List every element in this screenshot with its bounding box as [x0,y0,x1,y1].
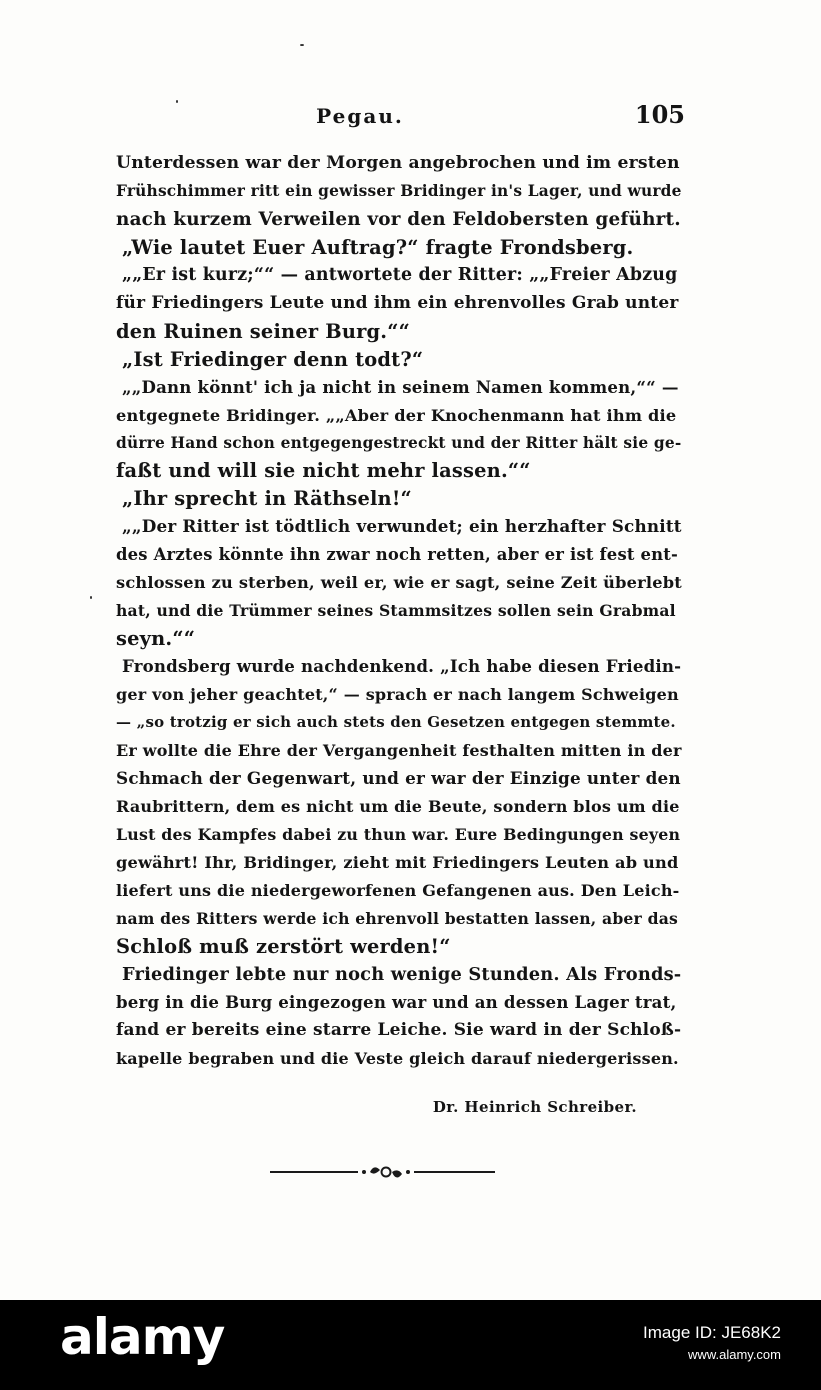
text-line: „„Er ist kurz;““ — antwortete der Ritter: „„Freier Abzug [122,264,678,285]
text-line: für Friedingers Leute und ihm ein ehrenvolles Grab unter [116,292,679,313]
text-line: seyn.““ [116,627,196,651]
running-title: Pegau. [316,104,404,128]
text-line: „Ist Friedinger denn todt?“ [122,347,424,371]
author-signature: Dr. Heinrich Schreiber. [432,1098,637,1116]
image-reference [643,1322,781,1366]
text-line: hat, und die Trümmer seines Stammsitzes sollen sein Grabmal [116,601,676,621]
text-line: „„Der Ritter ist tödtlich verwundet; ein herzhafter Schnitt [122,516,682,537]
ornament-scroll-left [370,1167,380,1173]
ornament-scroll-right [392,1170,402,1177]
text-line: nam des Ritters werde ich ehrenvoll bestatten lassen, aber das [116,908,678,928]
watermark-footer [0,1300,821,1390]
page-number: 105 [634,100,685,129]
text-line: Friedinger lebte nur noch wenige Stunden. Als Fronds- [122,963,682,985]
ink-speck [176,100,178,103]
text-line: den Ruinen seiner Burg.““ [116,319,410,343]
text-line: Er wollte die Ehre der Vergangenheit festhalten mitten in der [116,741,682,761]
text-line: Unterdessen war der Morgen angebrochen und im ersten [116,153,680,173]
alamy-logo: alamy [60,1308,225,1366]
ornament-dot [406,1170,410,1174]
text-line: fand er bereits eine starre Leiche. Sie ward in der Schloß- [116,1019,682,1040]
ornament-center [382,1168,391,1177]
text-line: nach kurzem Verweilen vor den Feldobersten geführt. [116,208,681,230]
text-line: des Arztes könnte ihn zwar noch retten, aber er ist fest ent- [116,545,679,565]
body-text [116,150,682,1072]
text-line: „„Dann könnt' ich ja nicht in seinem Namen kommen,““ — [122,376,679,397]
text-line: ger von jeher geachtet,“ — sprach er nach langem Schweigen [116,685,679,705]
text-line: „Ihr sprecht in Räthseln!“ [122,487,412,511]
text-line: „Wie lautet Euer Auftrag?“ fragte Frondsberg. [122,235,634,259]
text-line: schlossen zu sterben, weil er, wie er sagt, seine Zeit überlebt [116,573,682,593]
text-line: Raubrittern, dem es nicht um die Beute, sondern blos um die [116,796,680,816]
image-id: Image ID: JE68K2 [643,1323,781,1342]
text-line: gewährt! Ihr, Bridinger, zieht mit Friedingers Leuten ab und [116,852,679,872]
ornament-dot [362,1170,366,1174]
text-line: Frondsberg wurde nachdenkend. „Ich habe diesen Friedin- [122,656,682,677]
text-line: liefert uns die niedergeworfenen Gefangenen aus. Den Leich- [116,880,680,900]
text-line: Lust des Kampfes dabei zu thun war. Eure Bedingungen seyen [116,824,681,844]
text-line: Schmach der Gegenwart, und er war der Einzige unter den [116,767,681,788]
ink-speck [90,596,92,599]
text-line: dürre Hand schon entgegengestreckt und der Ritter hält sie ge- [116,433,682,452]
text-line: Schloß muß zerstört werden!“ [116,934,451,958]
text-line: berg in die Burg eingezogen war und an dessen Lager trat, [116,991,677,1012]
text-line: faßt und will sie nicht mehr lassen.““ [116,459,531,483]
text-line: kapelle begraben und die Veste gleich darauf niedergerissen. [116,1048,679,1068]
text-line: — „so trotzig er sich auch stets den Gesetzen entgegen stemmte. [116,713,676,732]
text-line: Frühschimmer ritt ein gewisser Bridinger in's Lager, und wurde [116,181,682,200]
text-line: entgegnete Bridinger. „„Aber der Knochenmann hat ihm die [116,405,677,425]
ornament-divider [270,1160,495,1184]
ink-speck [300,44,304,46]
site-url: www.alamy.com [688,1347,781,1362]
